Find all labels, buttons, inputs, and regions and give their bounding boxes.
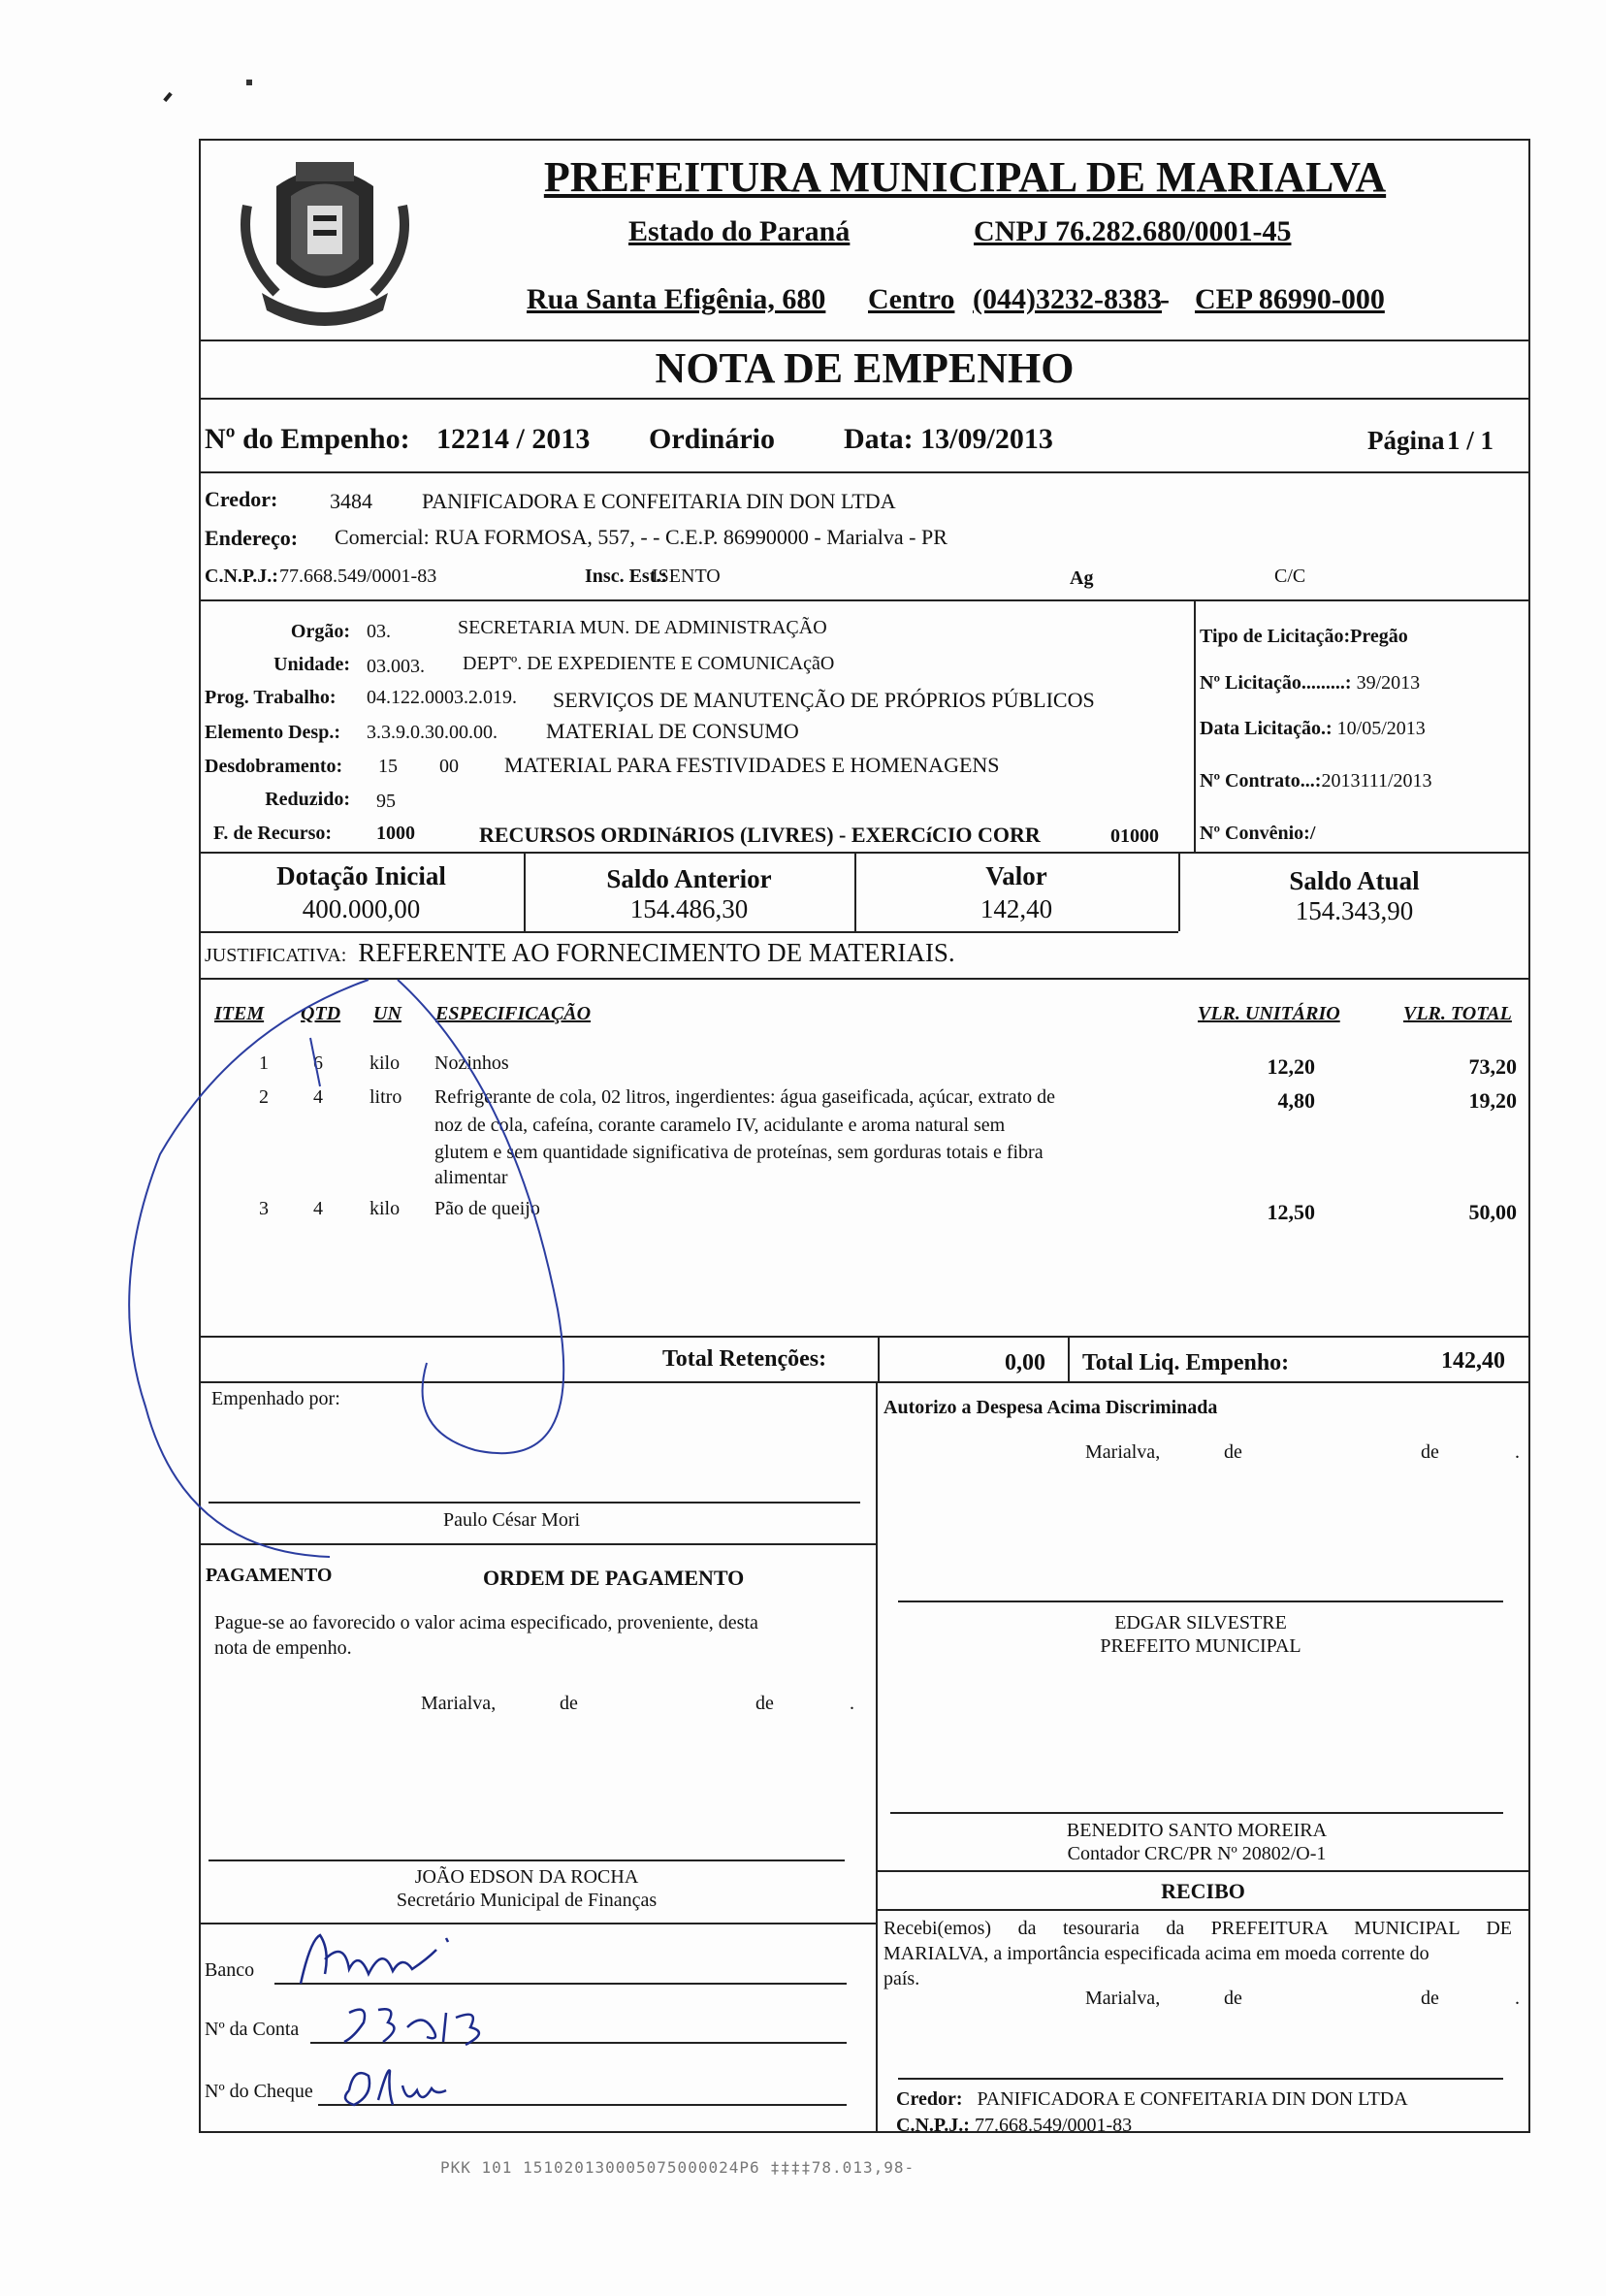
contador-name: BENEDITO SANTO MOREIRA xyxy=(1066,1820,1328,1841)
justificativa-label: JUSTIFICATIVA: xyxy=(205,945,347,966)
cnpj-header: CNPJ 76.282.680/0001-45 xyxy=(974,215,1292,247)
credor-ie: ISENTO xyxy=(652,566,721,587)
total-liq-value: 142,40 xyxy=(1441,1348,1505,1374)
scan-mark xyxy=(246,80,252,85)
orgao-name: SECRETARIA MUN. DE ADMINISTRAÇÃO xyxy=(458,617,827,638)
contrato xyxy=(1200,770,1432,792)
doc-title: NOTA DE EMPENHO xyxy=(655,344,1075,392)
empenhado-label: Empenhado por: xyxy=(211,1388,340,1409)
dotacao-value: 400.000,00 xyxy=(302,894,421,923)
conta-handwriting-signature xyxy=(335,1998,519,2052)
banco-label: Banco xyxy=(205,1959,255,1981)
orgao-label: Orgão: xyxy=(290,621,350,642)
recibo-credor xyxy=(896,2088,1408,2111)
prog-code: 04.122.0003.2.019. xyxy=(367,687,517,708)
item-total: 50,00 xyxy=(1468,1200,1517,1224)
autorizo-de1: de xyxy=(1224,1441,1242,1463)
pagamento-de2: de xyxy=(755,1693,774,1714)
signature-line xyxy=(890,1812,1503,1814)
item-qtd: 4 xyxy=(313,1086,323,1108)
empenhado-name: Paulo César Mori xyxy=(443,1509,581,1531)
contrato-label: Nº Contrato...: xyxy=(1200,770,1322,792)
item-un: kilo xyxy=(369,1052,401,1074)
recibo-text-3: país. xyxy=(883,1968,920,1989)
prefeitura-title: PREFEITURA MUNICIPAL DE MARIALVA xyxy=(543,153,1387,201)
prefeito-name: EDGAR SILVESTRE xyxy=(1114,1612,1287,1633)
divider xyxy=(199,931,1178,933)
empenho-type: Ordinário xyxy=(649,423,776,455)
prog-name: SERVIÇOS DE MANUTENÇÃO DE PRÓPRIOS PÚBLICOS xyxy=(553,688,1095,712)
divider xyxy=(876,1381,878,2133)
valor-value: 142,40 xyxy=(980,894,1053,923)
pagamento-dot: . xyxy=(850,1693,854,1714)
reduzido-code: 95 xyxy=(376,791,396,812)
unidade-code: 03.003. xyxy=(367,656,425,677)
recibo-city: Marialva, xyxy=(1085,1988,1161,2009)
item-total: 19,20 xyxy=(1468,1088,1517,1113)
col-un: UN xyxy=(373,1003,402,1024)
saldo-anterior-value: 154.486,30 xyxy=(629,894,749,923)
secretario-name: JOÃO EDSON DA ROCHA xyxy=(414,1866,639,1888)
recibo-text-1: Recebi(emos) da tesouraria da PREFEITURA MUNICIPAL DE xyxy=(883,1918,1512,1939)
recibo-cnpj xyxy=(896,2115,1132,2137)
recibo-text-2: MARIALVA, a importância especificada acima em moeda corrente do xyxy=(883,1943,1429,1964)
ag-label: Ag xyxy=(1070,567,1094,589)
recibo-de2: de xyxy=(1421,1988,1439,2009)
cheque-label: Nº do Cheque xyxy=(205,2081,313,2102)
col-vlr-unitario: VLR. UNITÁRIO xyxy=(1198,1003,1340,1024)
recibo-cnpj-label: C.N.P.J.: xyxy=(896,2115,970,2136)
coat-of-arms-logo xyxy=(238,147,412,337)
recibo-de1: de xyxy=(1224,1988,1242,2009)
recibo-credor-name: PANIFICADORA E CONFEITARIA DIN DON LTDA xyxy=(977,2088,1408,2110)
signature-line xyxy=(898,1601,1503,1602)
cc-label: C/C xyxy=(1274,566,1306,587)
credor-label: Credor: xyxy=(205,487,278,511)
fonte-code: 1000 xyxy=(376,823,415,844)
elem-name: MATERIAL DE CONSUMO xyxy=(546,719,799,743)
credor-name: PANIFICADORA E CONFEITARIA DIN DON LTDA xyxy=(422,489,896,513)
pagamento-text-1: Pague-se ao favorecido o valor acima especificado, proveniente, desta xyxy=(214,1612,758,1633)
pagamento-city: Marialva, xyxy=(421,1693,497,1714)
cnpj-label: C.N.P.J.: xyxy=(205,566,278,587)
desd-code2: 00 xyxy=(439,756,459,777)
banco-handwriting-signature xyxy=(291,1930,485,1993)
phone: (044)3232-8383 xyxy=(973,283,1162,315)
signature-line xyxy=(898,2078,1503,2080)
empenho-number: 12214 / 2013 xyxy=(436,423,591,455)
prefeito-role: PREFEITO MUNICIPAL xyxy=(1100,1635,1301,1657)
item-desc-line: alimentar xyxy=(434,1167,508,1188)
item-desc: Pão de queijo xyxy=(434,1198,540,1219)
autorizo-dot: . xyxy=(1515,1441,1520,1463)
empenho-label: Nº do Empenho: xyxy=(205,423,410,455)
item-qtd: 6 xyxy=(313,1052,323,1074)
item-desc-line: glutem e sem quantidade significativa de proteínas, sem gorduras totais e fibra xyxy=(434,1142,1044,1163)
data-licitacao-label: Data Licitação.: xyxy=(1200,718,1333,739)
dotacao-label: Dotação Inicial xyxy=(276,861,446,890)
total-retencoes-value: 0,00 xyxy=(1005,1350,1045,1375)
data-licitacao xyxy=(1200,718,1426,740)
divider xyxy=(878,1336,880,1381)
credor-cnpj: 77.668.549/0001-83 xyxy=(279,566,437,587)
item-number: 2 xyxy=(259,1086,269,1108)
conta-label: Nº da Conta xyxy=(205,2019,300,2040)
valor-label: Valor xyxy=(985,861,1047,890)
convenio: Nº Convênio:/ xyxy=(1200,823,1316,844)
item-desc-line: Refrigerante de cola, 02 litros, ingerdientes: água gaseificada, açúcar, extrato de xyxy=(434,1086,1056,1108)
col-vlr-total: VLR. TOTAL xyxy=(1403,1003,1512,1024)
secretario-role: Secretário Municipal de Finanças xyxy=(396,1890,658,1911)
pagamento-label: PAGAMENTO xyxy=(206,1565,333,1586)
reduzido-label: Reduzido: xyxy=(265,789,350,810)
signature-line xyxy=(209,1859,845,1861)
numero-licitacao-value: 39/2013 xyxy=(1356,672,1421,694)
ie-label: Insc. Est.: xyxy=(585,566,668,587)
divider xyxy=(1194,599,1196,852)
elem-label: Elemento Desp.: xyxy=(205,722,340,743)
fonte-label: F. de Recurso: xyxy=(213,823,333,844)
cep: CEP 86990-000 xyxy=(1195,283,1385,315)
tipo-licitacao: Tipo de Licitação:Pregão xyxy=(1200,626,1408,647)
item-unit: 12,50 xyxy=(1267,1200,1315,1224)
desd-name: MATERIAL PARA FESTIVIDADES E HOMENAGENS xyxy=(504,753,1000,777)
divider xyxy=(199,471,1530,473)
recibo-title: RECIBO xyxy=(1161,1879,1245,1903)
col-item: ITEM xyxy=(214,1003,265,1024)
divider xyxy=(199,398,1530,400)
unidade-name: DEPTº. DE EXPEDIENTE E COMUNICAçãO xyxy=(463,653,835,674)
data-licitacao-value: 10/05/2013 xyxy=(1336,718,1426,739)
fonte-name: RECURSOS ORDINáRIOS (LIVRES) - EXERCíCIO CORR xyxy=(479,823,1041,847)
empenho-date: Data: 13/09/2013 xyxy=(844,423,1053,455)
item-unit: 12,20 xyxy=(1267,1054,1315,1079)
ordem-pagamento: ORDEM DE PAGAMENTO xyxy=(483,1566,745,1590)
numero-licitacao xyxy=(1200,672,1420,695)
item-number: 1 xyxy=(259,1052,269,1074)
item-un: kilo xyxy=(369,1198,401,1219)
col-especificacao: ESPECIFICAÇÃO xyxy=(435,1003,592,1024)
pagamento-de1: de xyxy=(560,1693,578,1714)
numero-licitacao-label: Nº Licitação.........: xyxy=(1200,672,1352,694)
item-unit: 4,80 xyxy=(1277,1088,1315,1113)
recibo-cnpj-value: 77.668.549/0001-83 xyxy=(974,2115,1133,2136)
total-liq-label: Total Liq. Empenho: xyxy=(1082,1350,1290,1375)
desd-label: Desdobramento: xyxy=(205,756,343,777)
col-qtd: QTD xyxy=(301,1003,341,1024)
divider xyxy=(199,852,1530,854)
divider xyxy=(199,599,1530,601)
street-address: Rua Santa Efigênia, 680 xyxy=(527,283,826,315)
state-label: Estado do Paraná xyxy=(628,215,851,247)
credor-code: 3484 xyxy=(330,489,372,513)
autorizo-label: Autorizo a Despesa Acima Discriminada xyxy=(883,1397,1218,1418)
contador-role: Contador CRC/PR Nº 20802/O-1 xyxy=(1067,1843,1327,1864)
recibo-credor-label: Credor: xyxy=(896,2088,963,2110)
page-label: Página xyxy=(1367,426,1445,455)
saldo-atual-label: Saldo Atual xyxy=(1289,866,1420,895)
prog-label: Prog. Trabalho: xyxy=(205,687,337,708)
autorizo-city: Marialva, xyxy=(1085,1441,1161,1463)
item-number: 3 xyxy=(259,1198,269,1219)
divider xyxy=(876,1909,1530,1911)
justificativa xyxy=(205,938,955,968)
orgao-code: 03. xyxy=(367,621,391,642)
autorizo-de2: de xyxy=(1421,1441,1439,1463)
divider xyxy=(876,1870,1530,1872)
desd-code1: 15 xyxy=(378,756,398,777)
pagamento-text-2: nota de empenho. xyxy=(214,1637,352,1659)
unidade-label: Unidade: xyxy=(273,654,350,675)
address-label: Endereço: xyxy=(205,526,299,550)
saldo-atual-value: 154.343,90 xyxy=(1295,896,1414,925)
justificativa-text: REFERENTE AO FORNECIMENTO DE MATERIAIS. xyxy=(358,938,955,967)
micr-line: PKK 101 151020130005075000024P6 ‡‡‡‡78.013,98- xyxy=(440,2158,915,2177)
page-number: 1 / 1 xyxy=(1447,426,1494,455)
total-retencoes-label: Total Retenções: xyxy=(662,1346,827,1372)
saldo-anterior-label: Saldo Anterior xyxy=(606,864,772,893)
item-desc: Nozinhos xyxy=(434,1052,509,1074)
cheque-handwriting-signature xyxy=(330,2061,466,2115)
header-separator: - xyxy=(1160,283,1170,315)
district: Centro xyxy=(868,283,955,315)
divider xyxy=(199,1923,876,1924)
item-un: litro xyxy=(369,1086,402,1108)
contrato-value: 2013111/2013 xyxy=(1321,770,1432,792)
elem-code: 3.3.9.0.30.00.00. xyxy=(367,722,498,743)
item-total: 73,20 xyxy=(1468,1054,1517,1079)
fonte-num: 01000 xyxy=(1110,825,1159,847)
pen-loop-annotation xyxy=(107,970,611,1571)
scan-mark xyxy=(163,92,172,102)
item-desc-line: noz de cola, cafeína, corante caramelo IV, acidulante e aroma natural sem xyxy=(434,1115,1006,1136)
credor-address: Comercial: RUA FORMOSA, 557, - - C.E.P. 86990000 - Marialva - PR xyxy=(335,525,948,549)
recibo-dot: . xyxy=(1515,1988,1520,2009)
item-qtd: 4 xyxy=(313,1198,323,1219)
divider xyxy=(1068,1336,1070,1381)
